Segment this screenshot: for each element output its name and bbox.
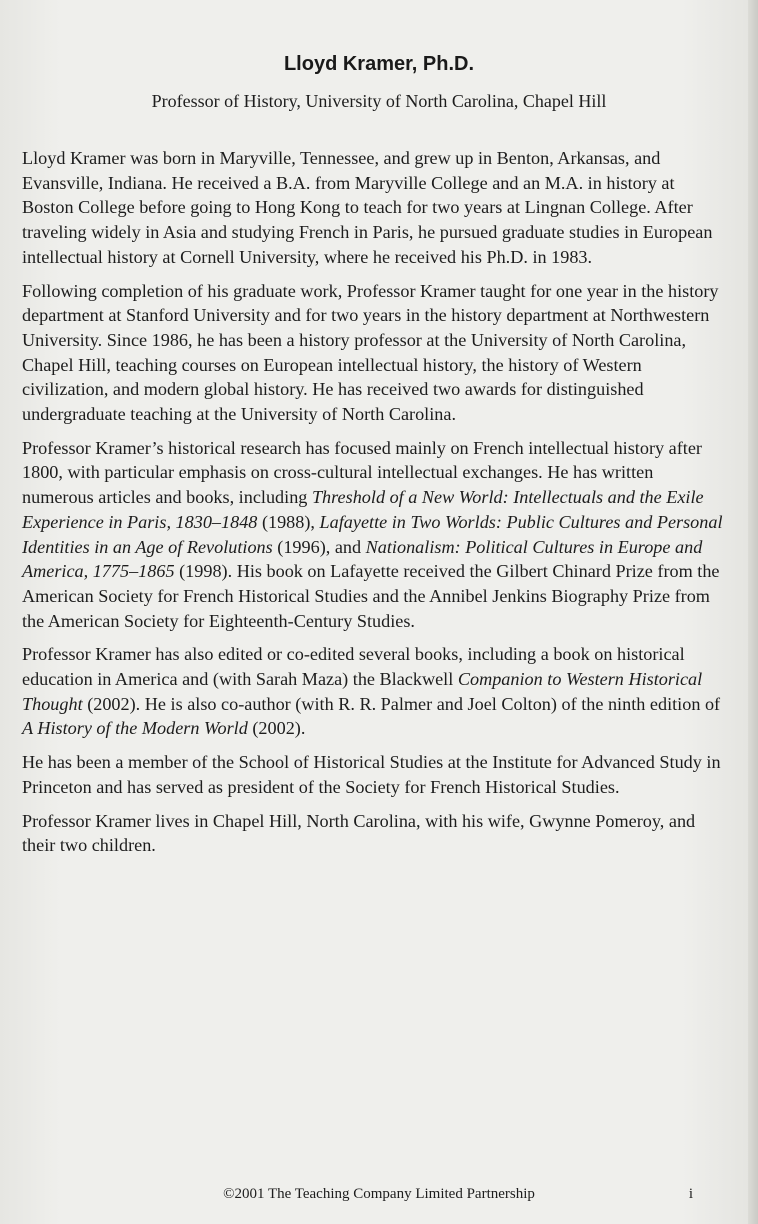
bio-text: Professor Kramer has also edited or co-edited several books, including a book on historical education in America and (with Sarah Maza) the Blackwell <box>22 644 685 690</box>
copyright-footer: ©2001 The Teaching Company Limited Partnership <box>223 1186 535 1202</box>
book-title: Companion to Western Historical Thought <box>22 669 703 714</box>
bio-paragraph-1: Lloyd Kramer was born in Maryville, Tennessee, and grew up in Benton, Arkansas, and Evansville, Indiana. He received a B.A. from Maryville College and an M.A. in history at Boston College before going to Hong Kong to teach for two years at Lingnan College. After traveling widely in Asia and studying French in Paris, he pursued graduate studies in European intellectual history at Cornell University, where he received his Ph.D. in 1983. <box>22 148 713 267</box>
bio-paragraph-5: He has been a member of the School of Historical Studies at the Institute for Advanced Study in Princeton and has served as president of the Society for French Historical Studies. <box>22 752 721 797</box>
bio-text: (1998). His book on Lafayette received the Gilbert Chinard Prize from the American Society for French Historical Studies and the Annibel Jenkins Biography Prize from the American Society for Eighteenth-Century Studies. <box>22 561 720 631</box>
page-number: i <box>688 1186 693 1202</box>
bio-text: (1996), and <box>272 536 366 557</box>
bio-paragraph-3 <box>22 436 728 634</box>
page-spine-shadow <box>748 0 758 1224</box>
page-title: Lloyd Kramer, Ph.D. <box>283 53 475 75</box>
book-title: Nationalism: Political Cultures in Europe and America, 1775–1865 <box>22 536 703 582</box>
book-title: A History of the Modern World <box>22 718 248 739</box>
bio-text: (2002). <box>247 718 306 739</box>
bio-paragraph-6: Professor Kramer lives in Chapel Hill, North Carolina, with his wife, Gwynne Pomeroy, and their two children. <box>22 810 696 856</box>
book-title: Threshold of a New World: Intellectuals and the Exile Experience in Paris, 1830–1848 <box>22 487 704 532</box>
bio-paragraph-2: Following completion of his graduate work, Professor Kramer taught for one year in the history department at Stanford University and for two years in the history department at Northwestern University. Since 1986, he has been a history professor at the University of North Carolina, Chapel Hill, teaching courses on European intellectual history, the history of Western civilization, and modern global history. He has received two awards for distinguished undergraduate teaching at the University of North Carolina. <box>22 280 719 425</box>
bio-text: (2002). He is also co-author (with R. R. Palmer and Joel Colton) of the ninth edition of <box>82 693 721 714</box>
bio-text: (1988), <box>257 511 320 532</box>
author-position: Professor of History, University of North Carolina, Chapel Hill <box>151 91 607 111</box>
biography-body <box>22 146 728 867</box>
bio-paragraph-4 <box>22 642 728 741</box>
bio-text: Professor Kramer’s historical research has focused mainly on French intellectual history after 1800, with particular emphasis on cross-cultural intellectual exchanges. He has written numerous articles and books, including <box>22 437 702 508</box>
book-title: Lafayette in Two Worlds: Public Cultures and Personal Identities in an Age of Revolutions <box>22 511 723 557</box>
